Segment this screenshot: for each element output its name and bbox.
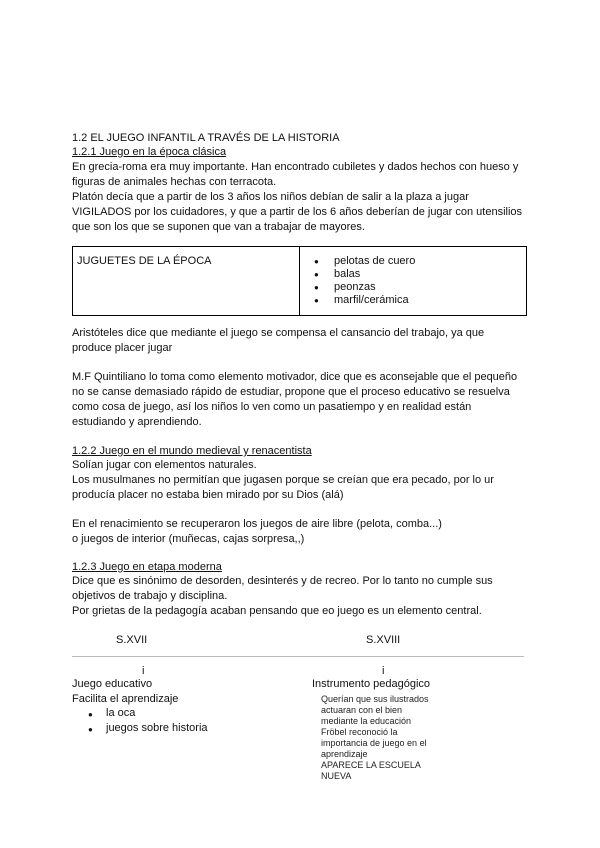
timeline-note: actuaran con el bien [321,705,403,715]
timeline-right-label: Instrumento pedagógico [312,678,431,690]
toys-table [72,246,527,316]
paragraph-line: Solían jugar con elementos naturales. [72,459,257,471]
section-1-title: 1.2.1 Juego en la época clásica [72,146,227,158]
paragraph-line: En grecia-roma era muy importante. Han encontrado cubiletes y dados hechos con hueso y [72,161,519,173]
paragraph-line: que son los que se suponen que van a trabajar de mayores. [72,221,365,233]
paragraph-line: producía placer no estaba bien mirado por su Dios (alá) [72,489,344,501]
timeline-note: Fröbel reconoció la [321,727,398,737]
timeline-note: APARECE LA ESCUELA [321,760,421,770]
paragraph-line: Por grietas de la pedagogía acaban pensando que eo juego es un elemento central. [72,605,482,617]
paragraph-line: M.F Quintiliano lo toma como elemento motivador, dice que es aconsejable que el pequeño [72,371,518,383]
paragraph-line: estudiando y aprendiendo. [72,416,202,428]
section-2-title: 1.2.2 Juego en el mundo medieval y renacentista [72,445,312,457]
section-3-title: 1.2.3 Juego en etapa moderna [72,561,222,573]
main-heading: 1.2 EL JUEGO INFANTIL A TRAVÉS DE LA HISTORIA [72,132,340,144]
paragraph-line: como cosa de juego, así los niños lo ven como un pasatiempo y en realidad están [72,401,472,413]
paragraph-line: En el renacimiento se recuperaron los juegos de aire libre (pelota, comba...) [72,518,442,530]
timeline-left-sub: Facilita el aprendizaje [72,693,179,705]
timeline-mark-right: i [382,665,385,677]
paragraph-line: objetivos de trabajo y disciplina. [72,590,228,602]
timeline-note: mediante la educación [321,716,412,726]
paragraph-line: Los musulmanes no permitían que jugasen porque se creían que era pecado, por lo ur [72,474,494,486]
list-item: ● juegos sobre historia [72,721,208,736]
paragraph-line: no se canse demasiado rápido de estudiar, propone que el proceso educativo se resuelva [72,386,510,398]
paragraph-line: Dice que es sinónimo de desorden, desinterés y de recreo. Por lo tanto no cumple sus [72,575,493,587]
timeline-left-label: Juego educativo [72,678,153,690]
list-item: ● balas [306,268,520,281]
list-item: ● pelotas de cuero [306,255,520,268]
timeline-note: NUEVA [321,771,352,781]
paragraph-line: o juegos de interior (muñecas, cajas sorpresa,,) [72,533,305,545]
paragraph-line: VIGILADOS por los cuidadores, y que a partir de los 6 años deberían de jugar con utensilios [72,206,523,218]
timeline-left-list [72,706,208,736]
paragraph-line: Platón decía que a partir de los 3 años los niños debían de salir a la plaza a jugar [72,191,469,203]
toys-table-label: JUGUETES DE LA ÉPOCA [73,247,300,316]
timeline-mark-left: i [142,665,145,677]
timeline-rule [72,656,524,657]
timeline-note: aprendizaje [321,749,368,759]
list-item: ● la oca [72,706,208,721]
paragraph-line: figuras de animales hechas con terracota. [72,176,277,188]
toys-table-list-cell [300,247,527,316]
timeline-note: Querían que sus ilustrados [321,694,429,704]
timeline-century-right: S.XVIII [366,634,401,646]
timeline-century-left: S.XVII [116,634,148,646]
paragraph-line: produce placer jugar [72,342,173,354]
list-item: ● marfil/cerámica [306,294,520,307]
timeline-note: importancia de juego en el [321,738,427,748]
paragraph-line: Aristóteles dice que mediante el juego se compensa el cansancio del trabajo, ya que [72,327,485,339]
list-item: ● peonzas [306,281,520,294]
toys-list [306,255,520,307]
